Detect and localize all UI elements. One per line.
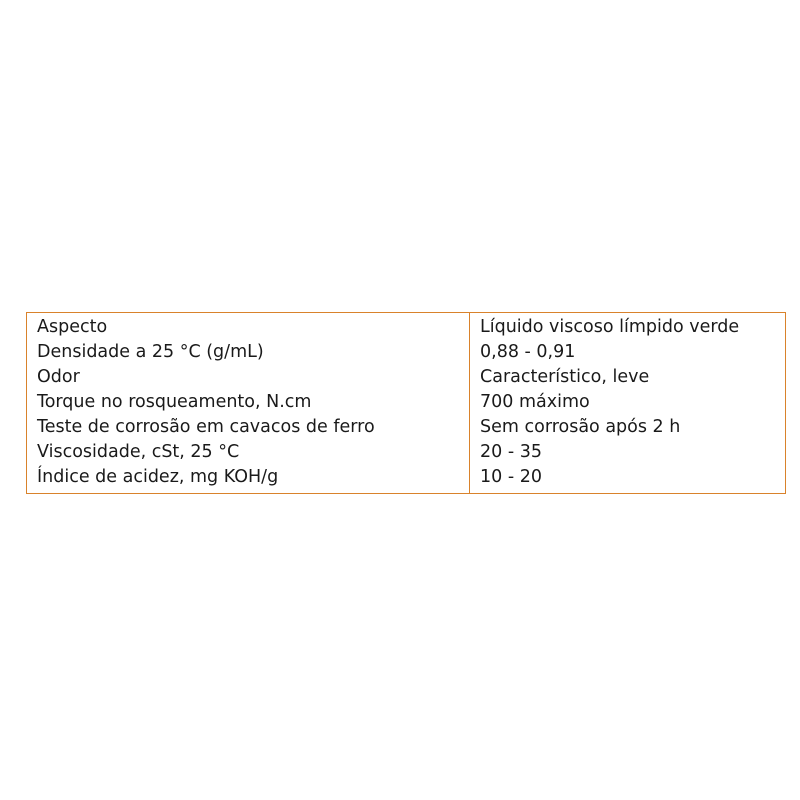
property-cell: Teste de corrosão em cavacos de ferro <box>27 415 470 440</box>
property-cell: Odor <box>27 365 470 390</box>
table-row <box>27 390 786 415</box>
value-cell: Sem corrosão após 2 h <box>480 417 681 437</box>
table-row <box>27 313 786 341</box>
property-cell: Torque no rosqueamento, N.cm <box>27 390 470 415</box>
value-cell: 0,88 - 0,91 <box>480 342 576 362</box>
property-cell: Viscosidade, cSt, 25 °C <box>27 440 470 465</box>
specifications-table <box>26 312 786 494</box>
value-cell: 10 - 20 <box>480 467 542 487</box>
property-cell: Aspecto <box>27 313 470 341</box>
value-cell: 20 - 35 <box>480 442 542 462</box>
table-row <box>27 365 786 390</box>
table-row <box>27 340 786 365</box>
value-cell: Líquido viscoso límpido verde <box>480 317 740 337</box>
property-cell: Índice de acidez, mg KOH/g <box>27 465 470 494</box>
value-cell: 700 máximo <box>480 392 590 412</box>
table-row <box>27 440 786 465</box>
table-row <box>27 465 786 494</box>
property-cell: Densidade a 25 °C (g/mL) <box>27 340 470 365</box>
value-cell: Característico, leve <box>480 367 650 387</box>
table-row <box>27 415 786 440</box>
